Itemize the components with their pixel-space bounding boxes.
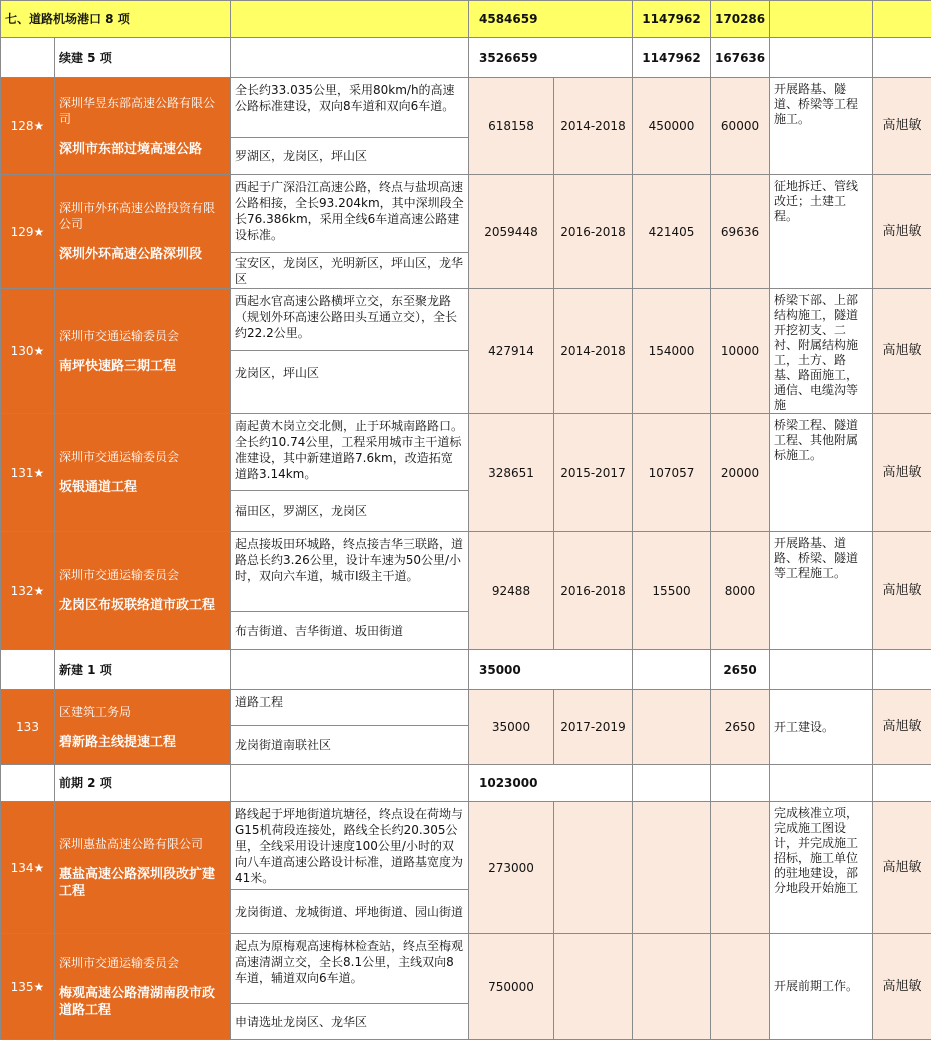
project-scope-cell (231, 78, 469, 175)
project-location: 龙岗街道南联社区 (231, 726, 468, 764)
project-description: 西起于广深沿江高速公路，终点与盐坝高速公路相接，全长93.204km，其中深圳段全长76.386km，采用全线6车道高速公路建设标准。 (231, 175, 468, 253)
project-scope-cell (231, 414, 469, 532)
project-number: 135★ (1, 934, 55, 1040)
project-owner: 深圳市交通运输委员会 (59, 328, 226, 344)
completed-investment (633, 802, 711, 934)
responsible-person: 高旭敏 (873, 934, 931, 1040)
section-label: 七、道路机场港口 8 项 (1, 1, 231, 38)
responsible-person: 高旭敏 (873, 175, 931, 289)
progress-remark: 开展路基、道路、桥梁、隧道等工程施工。 (770, 532, 873, 650)
project-scope-cell (231, 175, 469, 289)
construction-period (554, 802, 633, 934)
annual-plan: 10000 (711, 289, 770, 414)
project-description: 南起黄木岗立交北侧，止于环城南路路口。全长约10.74公里，工程采用城市主干道标准建设，其中新建道路7.6km，改造拓宽道路3.14km。 (231, 414, 468, 491)
completed-investment: 15500 (633, 532, 711, 650)
completed-investment: 450000 (633, 78, 711, 175)
table-row (1, 802, 931, 934)
responsible-person: 高旭敏 (873, 78, 931, 175)
construction-period: 2017-2019 (554, 690, 633, 765)
section-label: 前期 2 项 (55, 765, 231, 802)
annual-plan: 69636 (711, 175, 770, 289)
progress-remark: 开展前期工作。 (770, 934, 873, 1040)
section-total: 1023000 (469, 765, 633, 802)
project-owner: 深圳市交通运输委员会 (59, 567, 226, 583)
project-location: 龙岗街道、龙城街道、坪地街道、园山街道 (231, 890, 468, 933)
completed-investment (633, 690, 711, 765)
construction-period: 2014-2018 (554, 78, 633, 175)
project-number: 130★ (1, 289, 55, 414)
total-investment: 35000 (469, 690, 554, 765)
project-owner: 深圳市交通运输委员会 (59, 955, 226, 971)
responsible-person: 高旭敏 (873, 690, 931, 765)
construction-period: 2016-2018 (554, 532, 633, 650)
progress-remark: 开展路基、隧道、桥梁等工程施工。 (770, 78, 873, 175)
project-owner-cell (55, 289, 231, 414)
section-row-prep (1, 765, 931, 802)
construction-period: 2014-2018 (554, 289, 633, 414)
project-number: 134★ (1, 802, 55, 934)
progress-remark: 开工建设。 (770, 690, 873, 765)
project-description: 全长约33.035公里，采用80km/h的高速公路标准建设，双向8车道和双向6车道。 (231, 78, 468, 138)
total-investment: 2059448 (469, 175, 554, 289)
total-investment: 328651 (469, 414, 554, 532)
section-label: 新建 1 项 (55, 650, 231, 690)
project-name: 碧新路主线提速工程 (59, 734, 226, 751)
project-owner-cell (55, 78, 231, 175)
project-description: 起点为原梅观高速梅林检查站，终点至梅观高速清湖立交，全长8.1公里，主线双向8车道，辅道双向6车道。 (231, 934, 468, 1004)
project-name: 深圳市东部过境高速公路 (59, 141, 226, 158)
project-scope-cell (231, 289, 469, 414)
section-past: 1147962 (633, 1, 711, 38)
project-owner-cell (55, 532, 231, 650)
annual-plan: 2650 (711, 690, 770, 765)
project-location: 布吉街道、吉华街道、坂田街道 (231, 612, 468, 649)
project-owner: 深圳市外环高速公路投资有限公司 (59, 200, 226, 232)
project-owner: 区建筑工务局 (59, 704, 226, 720)
section-row-main (1, 1, 931, 38)
project-location: 申请选址龙岗区、龙华区 (231, 1004, 468, 1039)
section-plan: 167636 (711, 38, 770, 78)
project-number: 131★ (1, 414, 55, 532)
project-name: 梅观高速公路清湖南段市政道路工程 (59, 985, 226, 1019)
project-location: 罗湖区，龙岗区，坪山区 (231, 138, 468, 174)
project-name: 坂银通道工程 (59, 479, 226, 496)
responsible-person: 高旭敏 (873, 289, 931, 414)
section-total: 3526659 (469, 38, 633, 78)
section-total: 35000 (469, 650, 633, 690)
section-label: 续建 5 项 (55, 38, 231, 78)
project-number: 128★ (1, 78, 55, 175)
project-scope-cell (231, 802, 469, 934)
table-row (1, 690, 931, 765)
progress-remark: 征地拆迁、管线改迁；土建工程。 (770, 175, 873, 289)
section-plan: 170286 (711, 1, 770, 38)
total-investment: 273000 (469, 802, 554, 934)
table-row (1, 532, 931, 650)
project-owner-cell (55, 175, 231, 289)
section-past: 1147962 (633, 38, 711, 78)
project-name: 龙岗区布坂联络道市政工程 (59, 597, 226, 614)
responsible-person: 高旭敏 (873, 414, 931, 532)
construction-period: 2016-2018 (554, 175, 633, 289)
table-row (1, 289, 931, 414)
completed-investment: 107057 (633, 414, 711, 532)
project-owner-cell (55, 802, 231, 934)
table-row (1, 78, 931, 175)
project-owner-cell (55, 690, 231, 765)
annual-plan (711, 802, 770, 934)
project-number: 132★ (1, 532, 55, 650)
responsible-person: 高旭敏 (873, 802, 931, 934)
section-plan: 2650 (711, 650, 770, 690)
project-owner: 深圳惠盐高速公路有限公司 (59, 836, 226, 852)
project-number: 129★ (1, 175, 55, 289)
project-name: 深圳外环高速公路深圳段 (59, 246, 226, 263)
responsible-person: 高旭敏 (873, 532, 931, 650)
section-row-continued (1, 38, 931, 78)
project-name: 南坪快速路三期工程 (59, 358, 226, 375)
annual-plan: 20000 (711, 414, 770, 532)
project-scope-cell (231, 532, 469, 650)
project-location: 福田区，罗湖区，龙岗区 (231, 491, 468, 531)
construction-period: 2015-2017 (554, 414, 633, 532)
total-investment: 618158 (469, 78, 554, 175)
project-number: 133 (1, 690, 55, 765)
project-description: 路线起于坪地街道坑塘径，终点设在荷坳与G15机荷段连接处，路线全长约20.305公里，全线采用设计速度100公里/小时的双向八车道高速公路设计标准，道路基宽度为41米。 (231, 802, 468, 890)
project-description: 西起水官高速公路横坪立交，东至聚龙路（规划外环高速公路田头互通立交），全长约22.2公里。 (231, 289, 468, 351)
total-investment: 427914 (469, 289, 554, 414)
project-owner: 深圳市交通运输委员会 (59, 449, 226, 465)
annual-plan: 8000 (711, 532, 770, 650)
project-name: 惠盐高速公路深圳段改扩建工程 (59, 866, 226, 900)
progress-remark: 桥梁下部、上部结构施工，隧道开挖初支、二衬、附属结构施工，土方、路基、路面施工，通信、电缆沟等施 (770, 289, 873, 414)
project-owner: 深圳华昱东部高速公路有限公司 (59, 95, 226, 127)
project-description: 起点接坂田环城路，终点接吉华三联路，道路总长约3.26公里，设计车速为50公里/小时，双向六车道，城市Ⅰ级主干道。 (231, 532, 468, 612)
table-row (1, 414, 931, 532)
project-owner-cell (55, 414, 231, 532)
project-location: 宝安区，龙岗区，光明新区，坪山区，龙华区 (231, 253, 468, 288)
section-total: 4584659 (469, 1, 633, 38)
project-location: 龙岗区，坪山区 (231, 351, 468, 395)
completed-investment: 154000 (633, 289, 711, 414)
table-row (1, 175, 931, 289)
total-investment: 750000 (469, 934, 554, 1040)
progress-remark: 完成核准立项，完成施工图设计，并完成施工招标，施工单位的驻地建设，部分地段开始施工 (770, 802, 873, 934)
section-row-new (1, 650, 931, 690)
completed-investment: 421405 (633, 175, 711, 289)
annual-plan: 60000 (711, 78, 770, 175)
project-scope-cell (231, 690, 469, 765)
project-description: 道路工程 (231, 690, 468, 726)
total-investment: 92488 (469, 532, 554, 650)
progress-remark: 桥梁工程、隧道工程、其他附属标施工。 (770, 414, 873, 532)
